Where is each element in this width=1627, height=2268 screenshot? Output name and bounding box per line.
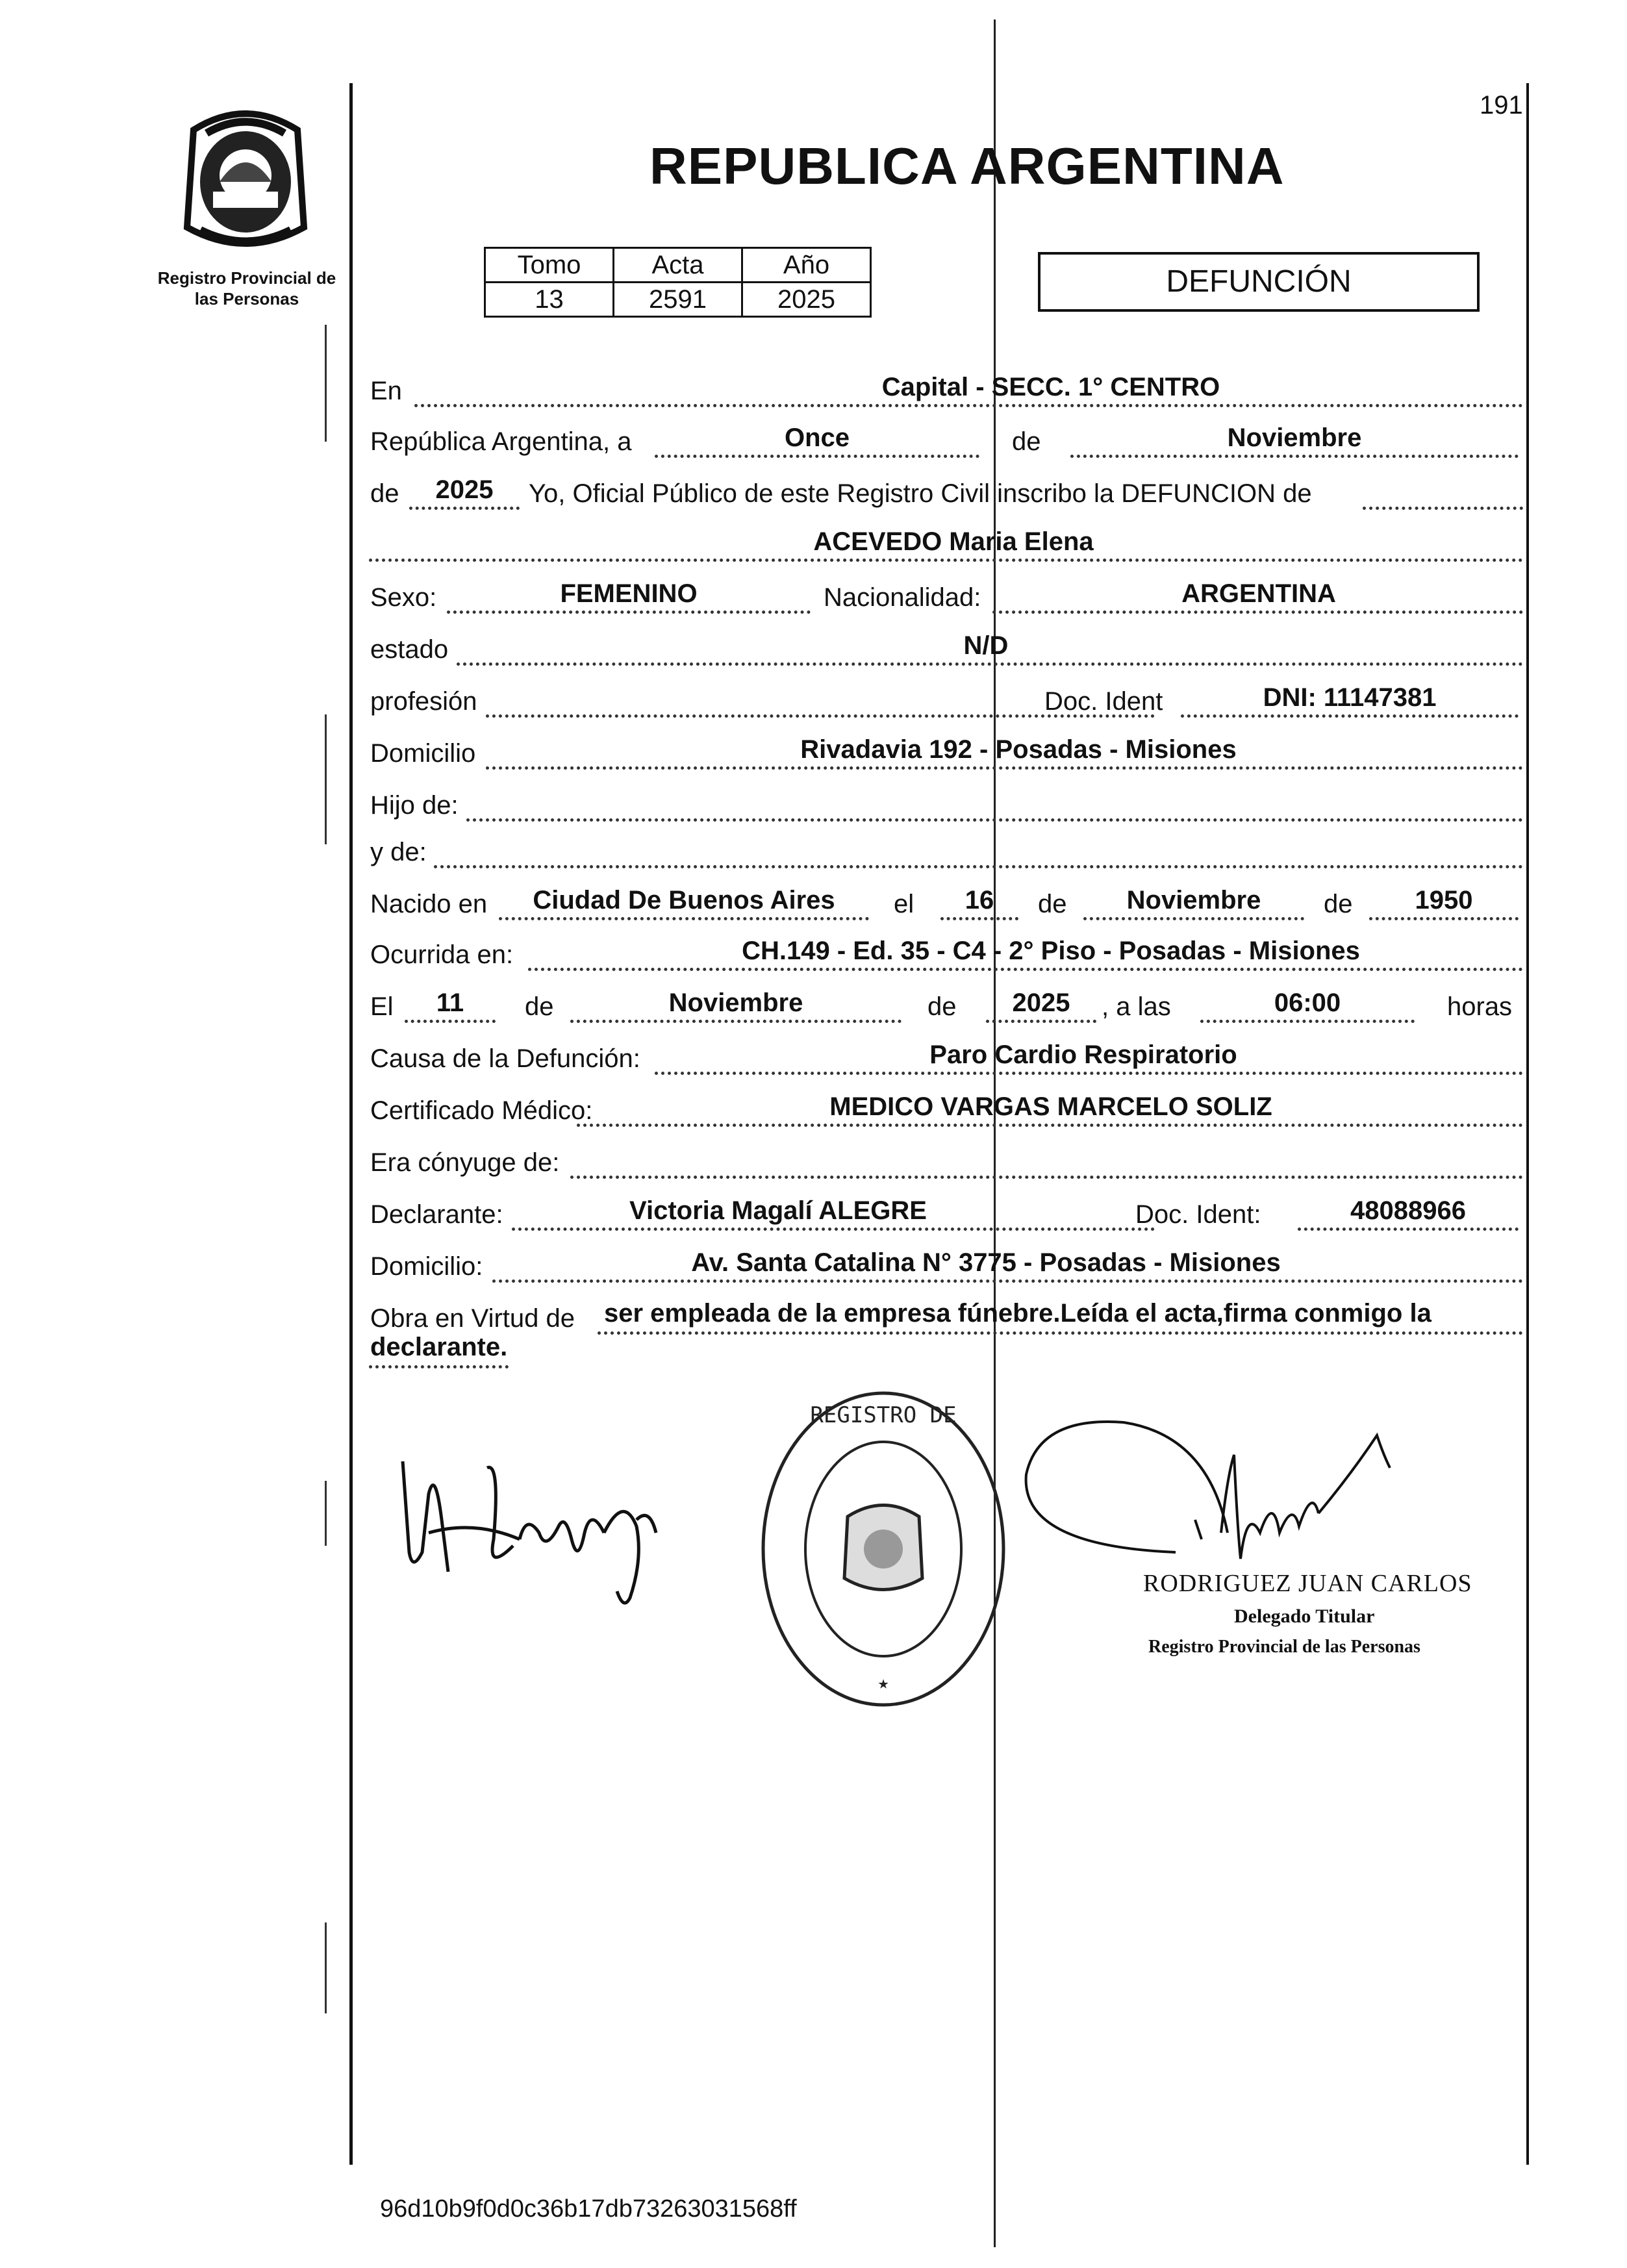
page-title: REPUBLICA ARGENTINA xyxy=(650,137,1285,195)
tomo-header: Tomo xyxy=(485,248,614,283)
row-nombre xyxy=(369,525,1523,565)
row-declarante xyxy=(369,1194,1523,1234)
row-causa xyxy=(369,1038,1523,1078)
anio-de-label: de xyxy=(370,479,399,508)
causa-label: Causa de la Defunción: xyxy=(370,1044,640,1073)
fallec-mes: Noviembre xyxy=(668,989,803,1017)
margin-tick xyxy=(325,1922,327,2013)
de-label-2: de xyxy=(1324,890,1353,918)
nacido-lugar: Ciudad De Buenos Aires xyxy=(533,886,835,914)
declarante-label: Declarante: xyxy=(370,1200,503,1229)
deceased-name: ACEVEDO Maria Elena xyxy=(813,527,1094,556)
row-certificado xyxy=(369,1090,1523,1130)
en-value: Capital - SECC. 1° CENTRO xyxy=(881,373,1220,401)
ocurrida-label: Ocurrida en: xyxy=(370,940,514,969)
obra-label: Obra en Virtud de xyxy=(370,1304,575,1333)
row-y-de xyxy=(369,831,1523,872)
row-obra-2 xyxy=(369,1331,1523,1372)
fecha-mes: Noviembre xyxy=(1227,423,1362,452)
y-de-label: y de: xyxy=(370,838,427,866)
officer-name: RODRIGUEZ JUAN CARLOS xyxy=(1143,1570,1472,1597)
svg-text:REGISTRO DE: REGISTRO DE xyxy=(810,1402,957,1428)
nacido-label: Nacido en xyxy=(370,890,488,918)
coat-of-arms-icon xyxy=(174,104,317,253)
estado-value: N/D xyxy=(963,631,1009,660)
obra-value-2: declarante. xyxy=(370,1333,508,1361)
anio-header: Año xyxy=(742,248,871,283)
nacido-anio: 1950 xyxy=(1415,886,1473,914)
causa-value: Paro Cardio Respiratorio xyxy=(929,1040,1237,1069)
document-hash: 96d10b9f0d0c36b17db73263031568ff xyxy=(380,2195,797,2223)
row-nacido xyxy=(369,883,1523,924)
profesion-label: profesión xyxy=(370,687,477,716)
page-number: 191 xyxy=(1480,91,1523,120)
officer-role: Delegado Titular xyxy=(1234,1606,1375,1627)
declarante-doc: 48088966 xyxy=(1350,1196,1466,1225)
right-margin-line xyxy=(1526,83,1529,2165)
margin-tick xyxy=(325,1481,327,1546)
obra-value: ser empleada de la empresa fúnebre.Leída el acta,firma conmigo la xyxy=(604,1299,1432,1328)
row-estado xyxy=(369,629,1523,669)
de-label: de xyxy=(1038,890,1067,918)
alas-label: , a las xyxy=(1102,992,1171,1021)
hijo-label: Hijo de: xyxy=(370,791,459,820)
margin-tick xyxy=(325,714,327,844)
officer-org: Registro Provincial de las Personas xyxy=(1148,1637,1420,1657)
sexo-label: Sexo: xyxy=(370,583,437,612)
horas-label: horas xyxy=(1447,992,1513,1021)
oficial-text: Yo, Oficial Público de este Registro Civil inscribo la DEFUNCION de xyxy=(529,479,1312,508)
svg-text:★: ★ xyxy=(877,1672,889,1693)
fold-line xyxy=(994,19,996,2247)
fecha-dia: Once xyxy=(784,423,850,452)
row-oficial xyxy=(369,473,1523,513)
sexo-value: FEMENINO xyxy=(560,579,698,608)
row-fecha xyxy=(369,421,1523,461)
row-conyuge xyxy=(369,1142,1523,1182)
acta-value: 2591 xyxy=(614,283,742,317)
nacido-mes: Noviembre xyxy=(1126,886,1261,914)
doc-label: Doc. Ident xyxy=(1044,687,1163,716)
hora-value: 06:00 xyxy=(1274,989,1341,1017)
certificado-label: Certificado Médico: xyxy=(370,1096,593,1125)
fecha-label: República Argentina, a xyxy=(370,427,632,456)
de-label-3: de xyxy=(525,992,554,1021)
certificado-value: MEDICO VARGAS MARCELO SOLIZ xyxy=(829,1092,1272,1121)
row-en xyxy=(369,370,1523,410)
declarant-signature xyxy=(390,1442,669,1611)
nacionalidad-value: ARGENTINA xyxy=(1181,579,1336,608)
document-type-box: DEFUNCIÓN xyxy=(1038,252,1480,312)
doc-value: DNI: 11147381 xyxy=(1263,683,1437,712)
fallec-anio: 2025 xyxy=(1012,989,1070,1017)
row-fallecimiento xyxy=(369,986,1523,1026)
reference-table xyxy=(484,247,872,318)
domicilio-label: Domicilio xyxy=(370,739,476,768)
row-ocurrida xyxy=(369,934,1523,974)
row-domicilio xyxy=(369,733,1523,773)
logo-caption: Registro Provincial de las Personas xyxy=(157,268,336,309)
nacido-dia: 16 xyxy=(965,886,994,914)
row-profesion xyxy=(369,681,1523,721)
anio-value: 2025 xyxy=(742,283,871,317)
conyuge-label: Era cónyuge de: xyxy=(370,1148,560,1177)
ocurrida-value: CH.149 - Ed. 35 - C4 - 2° Piso - Posadas - Misiones xyxy=(742,937,1360,965)
doc-ident-label: Doc. Ident: xyxy=(1135,1200,1261,1229)
de-label-4: de xyxy=(927,992,957,1021)
en-label: En xyxy=(370,377,402,405)
el-label: el xyxy=(894,890,914,918)
nacionalidad-label: Nacionalidad: xyxy=(824,583,981,612)
left-margin-line xyxy=(349,83,353,2165)
el2-label: El xyxy=(370,992,394,1021)
row-sexo xyxy=(369,577,1523,617)
fecha-de-label: de xyxy=(1012,427,1041,456)
fallec-dia: 11 xyxy=(436,989,464,1017)
row-dom-declarante xyxy=(369,1246,1523,1286)
row-hijo xyxy=(369,785,1523,825)
declarante-value: Victoria Magalí ALEGRE xyxy=(629,1196,927,1225)
acta-header: Acta xyxy=(614,248,742,283)
estado-label: estado xyxy=(370,635,449,664)
tomo-value: 13 xyxy=(485,283,614,317)
dom-decl-value: Av. Santa Catalina N° 3775 - Posadas - Misiones xyxy=(691,1248,1281,1277)
anio-value: 2025 xyxy=(435,475,494,504)
margin-tick xyxy=(325,325,327,442)
domicilio-value: Rivadavia 192 - Posadas - Misiones xyxy=(800,735,1237,764)
official-stamp-icon xyxy=(753,1383,1013,1715)
dom-decl-label: Domicilio: xyxy=(370,1252,483,1281)
